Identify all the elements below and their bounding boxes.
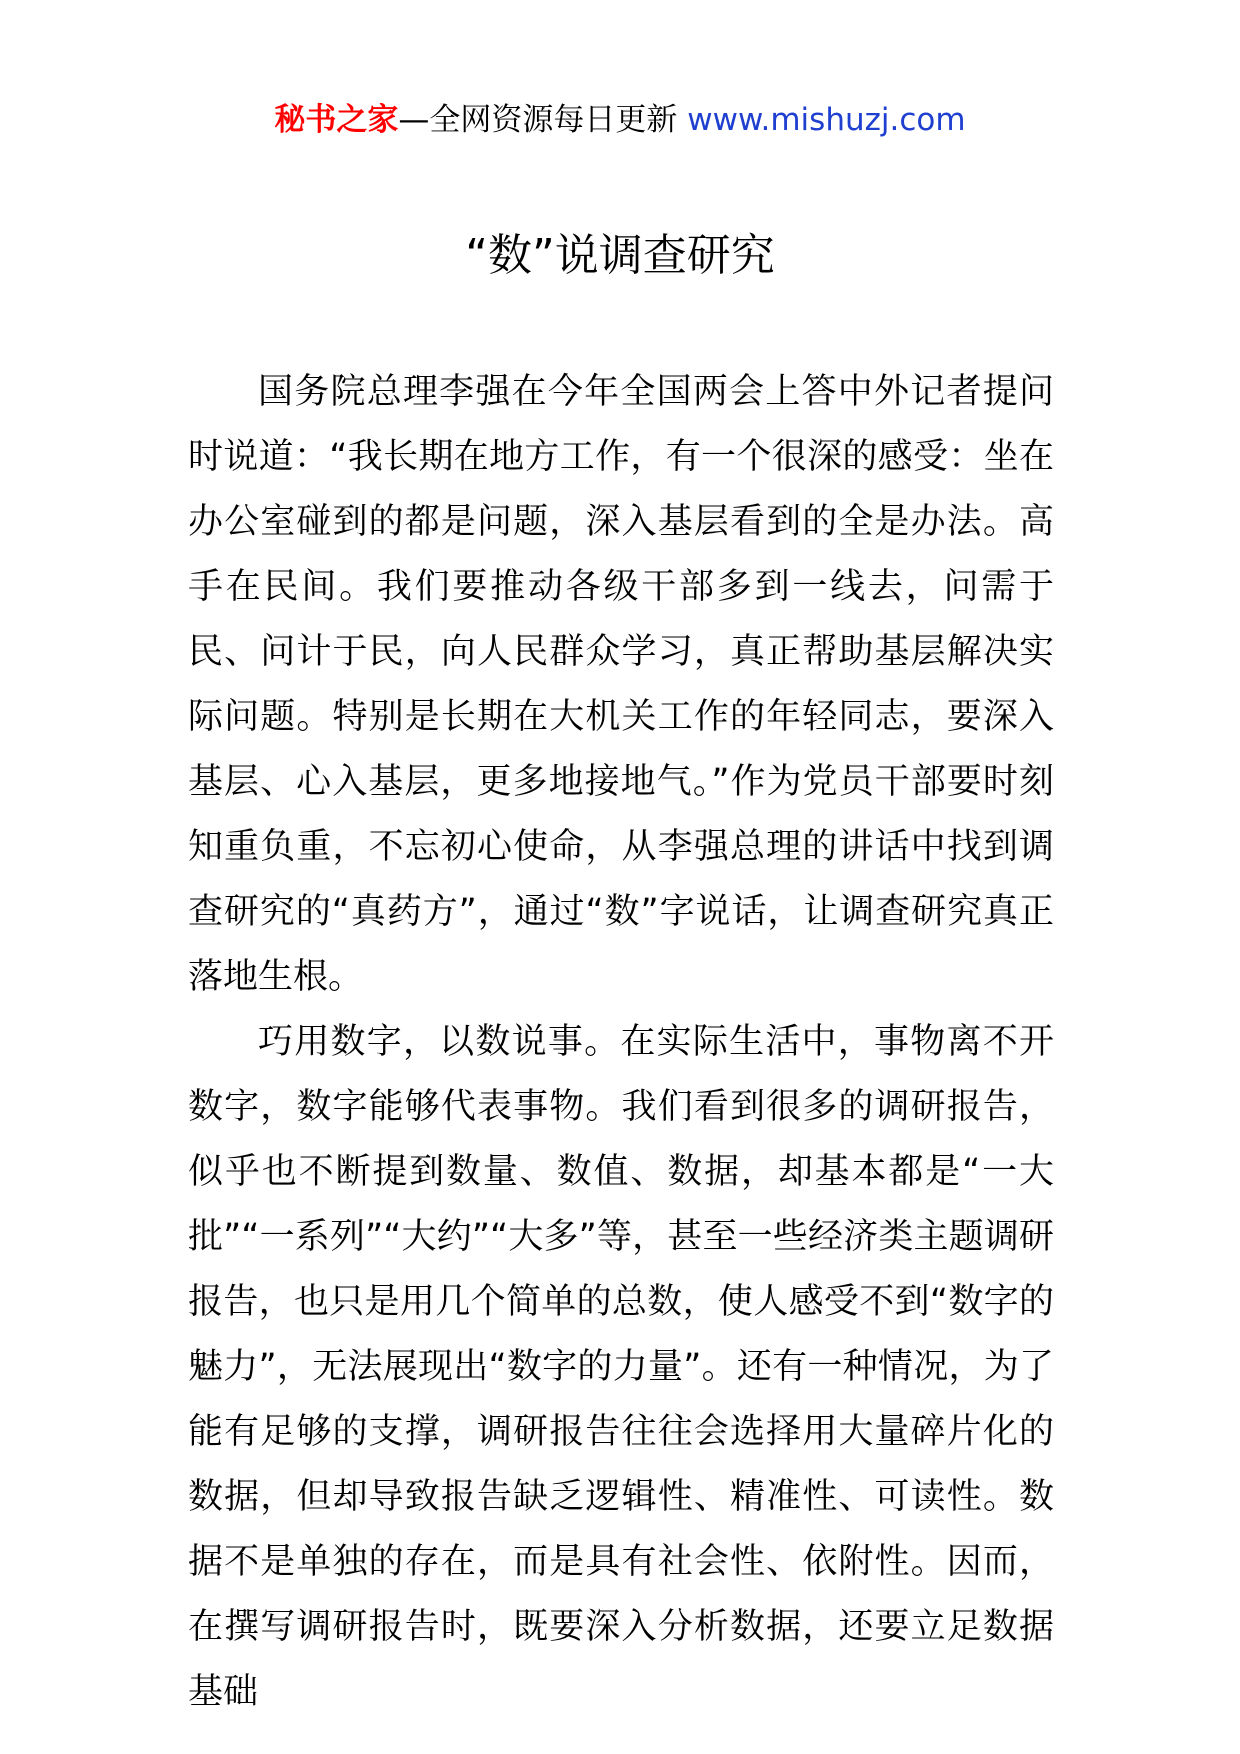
site-brand: 秘书之家 [274, 102, 399, 138]
document-title: “数”说调查研究 [465, 230, 775, 281]
paragraph-2: 巧用数字，以数说事。在实际生活中，事物离不开数字，数字能够代表事物。我们看到很多的调研报告，似乎也不断提到数量、数值、数据，却基本都是“一大批”“一系列”“大约”“大多”等，甚至一些经济类主题调研报告，也只是用几个简单的总数，使人感受不到“数字的魅力”，无法展现出“数字的力量”。还有一种情况，为了能有足够的支撑，调研报告往往会选择用大量碎片化的数据，但却导致报告缺乏逻辑性、精准性、可读性。数据不是单独的存在，而是具有社会性、依附性。因而，在撰写调研报告时，既要深入分析数据，还要立足数据基础 [188, 1022, 1054, 1712]
paragraph-1: 国务院总理李强在今年全国两会上答中外记者提问时说道：“我长期在地方工作，有一个很深的感受：坐在办公室碰到的都是问题，深入基层看到的全是办法。高手在民间。我们要推动各级干部多到一线去，问需于民、问计于民，向人民群众学习，真正帮助基层解决实际问题。特别是长期在大机关工作的年轻同志，要深入基层、心入基层，更多地接地气。”作为党员干部要时刻知重负重，不忘初心使命，从李强总理的讲话中找到调查研究的“真药方”，通过“数”字说话，让调查研究真正落地生根。 [188, 372, 1054, 997]
document-body [188, 360, 1054, 1725]
site-url[interactable]: www.mishuzj.com [687, 102, 966, 138]
site-tagline: —全网资源每日更新 [398, 102, 678, 138]
site-header [0, 100, 1240, 140]
